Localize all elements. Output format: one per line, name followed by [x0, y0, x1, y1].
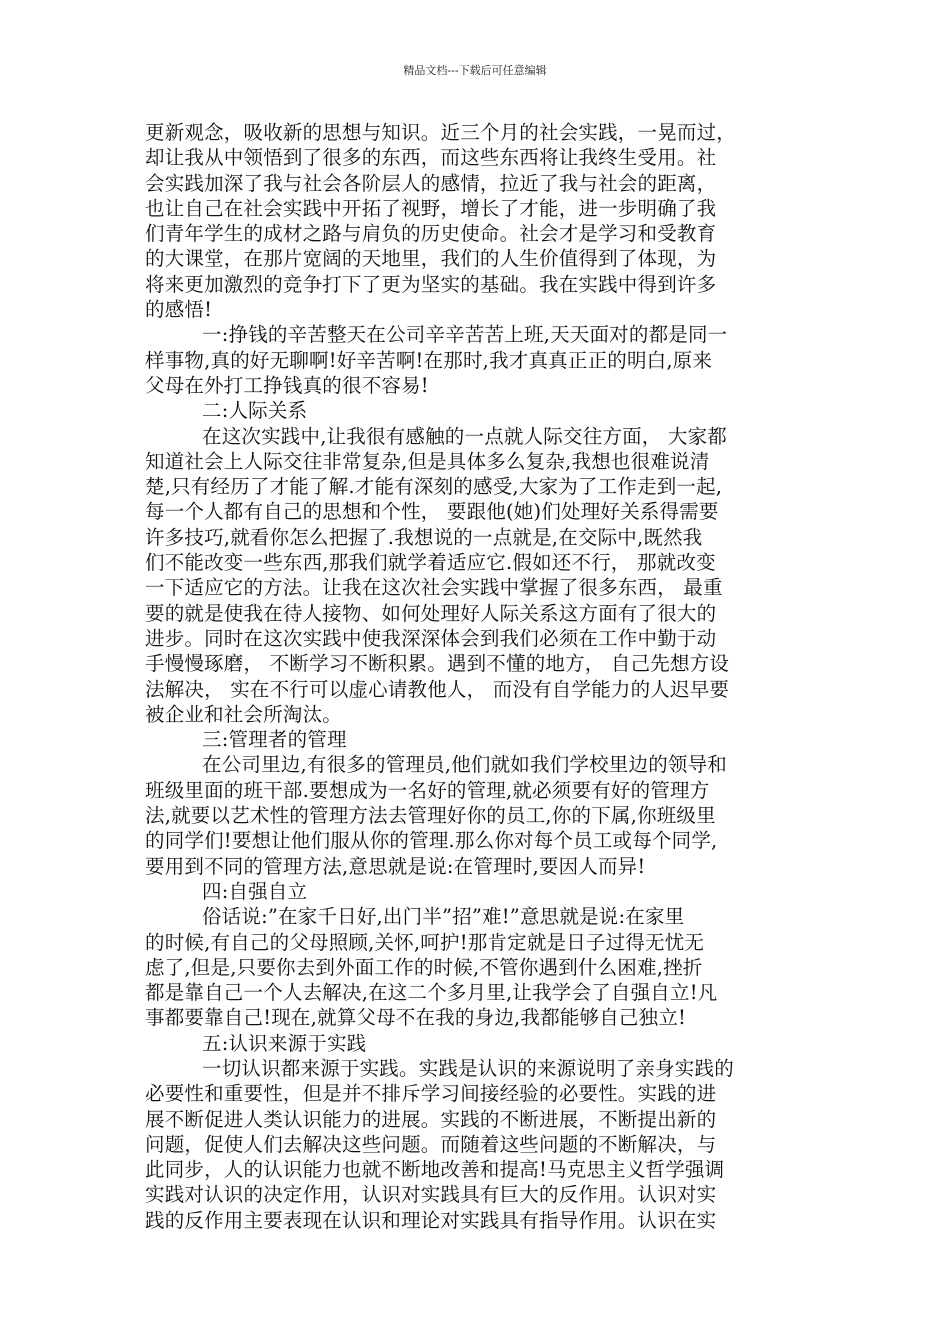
- text-line: 一切认识都来源于实践。实践是认识的来源说明了亲身实践的: [202, 1056, 734, 1080]
- text-line: 在这次实践中,让我很有感触的一点就人际交往方面， 大家都: [202, 424, 727, 448]
- text-line: 也让自己在社会实践中开拓了视野，增长了才能，进一步明确了我: [145, 196, 717, 220]
- text-line: 二:人际关系: [202, 399, 308, 423]
- text-line: 实践对认识的决定作用，认识对实践具有巨大的反作用。认识对实: [145, 1183, 717, 1207]
- text-line: 的感悟!: [145, 298, 213, 322]
- text-line: 将来更加激烈的竞争打下了更为坚实的基础。我在实践中得到许多: [145, 272, 717, 296]
- text-line: 被企业和社会所淘汰。: [145, 702, 343, 726]
- text-line: 父母在外打工挣钱真的很不容易!: [145, 373, 429, 397]
- text-line: 问题，促使人们去解决这些问题。而随着这些问题的不断解决，与: [145, 1132, 717, 1156]
- text-line: 手慢慢琢磨， 不断学习不断积累。遇到不懂的地方， 自己先想方设: [145, 652, 730, 676]
- text-line: 在公司里边,有很多的管理员,他们就如我们学校里边的领导和: [202, 753, 727, 777]
- text-line: 许多技巧,就看你怎么把握了.我想说的一点就是,在交际中,既然我: [145, 525, 703, 549]
- text-line: 践的反作用主要表现在认识和理论对实践具有指导作用。认识在实: [145, 1208, 717, 1232]
- text-line: 要的就是使我在待人接物、如何处理好人际关系这方面有了很大的: [145, 601, 717, 625]
- text-line: 俗话说:”在家千日好,出门半”招”难!”意思就是说:在家里: [202, 905, 685, 929]
- text-line: 的同学们!要想让他们服从你的管理.那么你对每个员工或每个同学,: [145, 829, 718, 853]
- text-line: 此同步，人的认识能力也就不断地改善和提高!马克思主义哲学强调: [145, 1158, 725, 1182]
- text-line: 四:自强自立: [202, 879, 308, 903]
- text-line: 楚,只有经历了才能了解.才能有深刻的感受,大家为了工作走到一起,: [145, 475, 723, 499]
- text-line: 虑了,但是,只要你去到外面工作的时候,不管你遇到什么困难,挫折: [145, 955, 703, 979]
- text-line: 样事物,真的好无聊啊!好辛苦啊!在那时,我才真真正正的明白,原来: [145, 348, 713, 372]
- text-line: 的时候,有自己的父母照顾,关怀,呵护!那肯定就是日子过得无忧无: [145, 930, 705, 954]
- text-line: 班级里面的班干部.要想成为一名好的管理,就必须要有好的管理方: [145, 778, 710, 802]
- text-line: 事都要靠自己!现在,就算父母不在我的身边,我都能够自己独立!: [145, 1006, 687, 1030]
- text-line: 展不断促进人类认识能力的进展。实践的不断进展，不断提出新的: [145, 1107, 717, 1131]
- text-line: 都是靠自己一个人去解决,在这二个多月里,让我学会了自强自立!凡: [145, 981, 718, 1005]
- text-line: 们青年学生的成材之路与肩负的历史使命。社会才是学习和受教育: [145, 222, 717, 246]
- text-line: 的大课堂，在那片宽阔的天地里，我们的人生价值得到了体现，为: [145, 247, 717, 271]
- text-line: 却让我从中领悟到了很多的东西，而这些东西将让我终生受用。社: [145, 146, 717, 170]
- text-line: 进步。同时在这次实践中使我深深体会到我们必须在工作中勤于动: [145, 626, 717, 650]
- text-line: 知道社会上人际交往非常复杂,但是具体多么复杂,我想也很难说清: [145, 449, 710, 473]
- text-line: 要用到不同的管理方法,意思就是说:在管理时,要因人而异!: [145, 854, 646, 878]
- text-line: 三:管理者的管理: [202, 728, 347, 752]
- page-header: 精品文档---下载后可任意编辑: [403, 64, 547, 77]
- text-line: 每一个人都有自己的思想和个性， 要跟他(她)们处理好关系得需要: [145, 500, 719, 524]
- text-line: 必要性和重要性，但是并不排斥学习间接经验的必要性。实践的进: [145, 1082, 717, 1106]
- text-line: 一:挣钱的辛苦整天在公司辛辛苦苦上班,天天面对的都是同一: [202, 323, 728, 347]
- text-line: 法解决， 实在不行可以虚心请教他人， 而没有自学能力的人迟早要: [145, 677, 730, 701]
- text-line: 法,就要以艺术性的管理方法去管理好你的员工,你的下属,你班级里: [145, 804, 716, 828]
- document-body: [145, 120, 810, 1233]
- text-line: 更新观念，吸收新的思想与知识。近三个月的社会实践，一晃而过，: [145, 121, 737, 144]
- text-line: 们不能改变一些东西,那我们就学着适应它.假如还不行， 那就改变: [145, 551, 716, 575]
- text-line: 会实践加深了我与社会各阶层人的感情，拉近了我与社会的距离，: [145, 171, 717, 195]
- text-line: 一下适应它的方法。让我在这次社会实践中掌握了很多东西， 最重: [145, 576, 723, 600]
- text-line: 五:认识来源于实践: [202, 1031, 367, 1055]
